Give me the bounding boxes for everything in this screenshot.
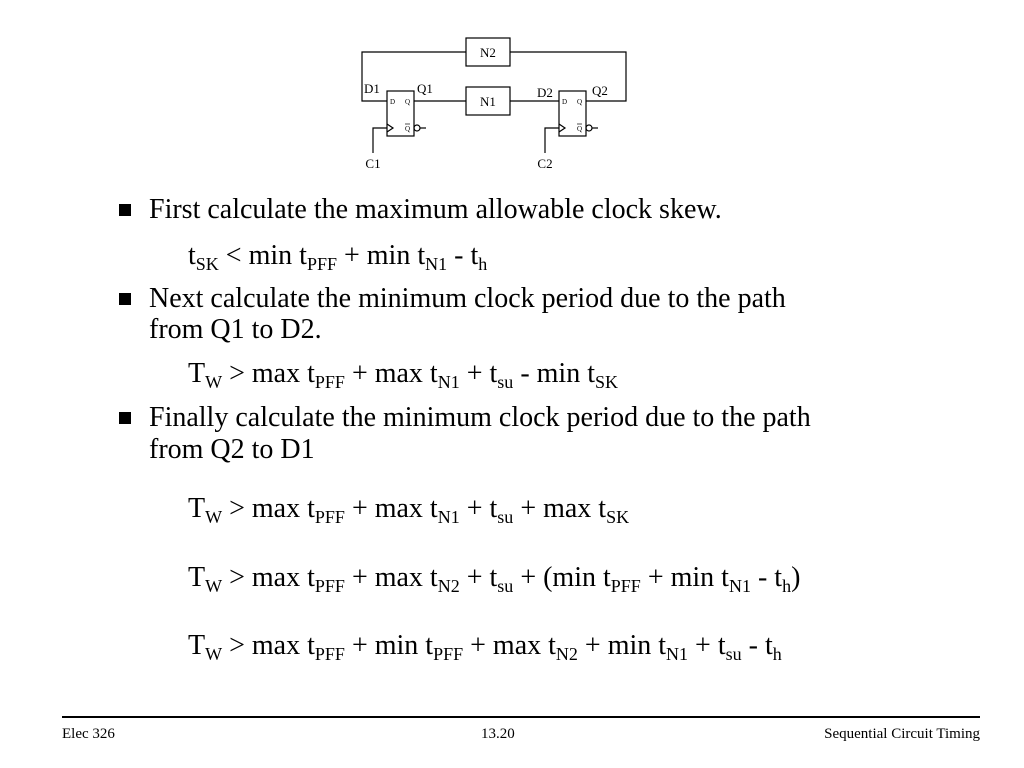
c2-label: C2 <box>537 156 553 171</box>
equation-subscript: h <box>772 644 782 664</box>
equation-text: + min t <box>344 630 434 661</box>
equation-text: T <box>188 358 206 389</box>
equation-text: + t <box>459 493 498 524</box>
equation-text: < min t <box>218 240 307 271</box>
circuit-diagram <box>350 30 650 180</box>
equation-subscript: PFF <box>433 644 464 664</box>
bullet-text: First calculate the maximum allowable clock skew. <box>149 194 722 225</box>
footer-title: Sequential Circuit Timing <box>824 726 980 742</box>
equation-subscript: N1 <box>437 507 460 527</box>
equation-text: + min t <box>336 240 426 271</box>
equation-text: + (min t <box>513 562 611 593</box>
ff1-d-pin: D <box>390 98 396 106</box>
equation-subscript: W <box>205 372 223 392</box>
d1-label: D1 <box>364 81 380 96</box>
bullet-marker <box>119 204 131 216</box>
ff1-clock-triangle <box>387 124 393 132</box>
c1-label: C1 <box>365 156 381 171</box>
equation-text: > max t <box>222 358 315 389</box>
bullet-text: from Q1 to D2. <box>149 314 322 345</box>
equation-subscript: PFF <box>610 576 641 596</box>
equation-text: + max t <box>344 358 438 389</box>
equation-text: T <box>188 493 206 524</box>
bullet-text: Finally calculate the minimum clock period due to the path <box>149 402 811 433</box>
equation-period-q1-d2 <box>188 358 618 390</box>
ff1-qbar-bubble <box>414 125 420 131</box>
equation-text: + min t <box>640 562 729 593</box>
equation-subscript: h <box>782 576 792 596</box>
equation-text: ) <box>791 562 801 593</box>
equation-skew <box>188 240 487 272</box>
equation-text: - t <box>741 630 773 661</box>
bullet-text: from Q2 to D1 <box>149 434 315 465</box>
equation-subscript: SK <box>594 372 618 392</box>
equation-text: T <box>188 630 206 661</box>
bullet-text: Next calculate the minimum clock period due to the path <box>149 283 786 314</box>
equation-text: - t <box>447 240 479 271</box>
equation-text: + t <box>688 630 726 661</box>
wire-feedback-right <box>510 52 626 101</box>
n2-label: N2 <box>480 45 496 60</box>
equation-subscript: N1 <box>666 644 689 664</box>
equation-text: t <box>188 240 196 271</box>
ff2-d-pin: D <box>562 98 568 106</box>
equation-subscript: W <box>205 644 223 664</box>
equation-subscript: PFF <box>314 372 345 392</box>
equation-subscript: PFF <box>306 254 337 274</box>
ff1-qbar-pin: Q <box>405 125 411 133</box>
bullet-marker <box>119 293 131 305</box>
wire-c2 <box>545 128 559 153</box>
equation-period-q2-d1-expanded <box>188 562 800 594</box>
equation-text: > max t <box>222 493 315 524</box>
d2-label: D2 <box>537 85 553 100</box>
ff1-q-pin: Q <box>405 98 411 106</box>
equation-subscript: W <box>205 576 223 596</box>
equation-subscript: su <box>497 372 514 392</box>
equation-subscript: N2 <box>555 644 578 664</box>
footer-slide-number: 13.20 <box>481 726 515 742</box>
equation-subscript: SK <box>195 254 219 274</box>
equation-subscript: PFF <box>314 576 345 596</box>
equation-subscript: N1 <box>437 372 460 392</box>
equation-subscript: PFF <box>314 507 345 527</box>
equation-subscript: N1 <box>728 576 751 596</box>
equation-subscript: su <box>497 507 514 527</box>
equation-period-q2-d1 <box>188 493 629 525</box>
equation-text: + max t <box>463 630 556 661</box>
equation-text: + min t <box>577 630 667 661</box>
equation-subscript: N2 <box>437 576 460 596</box>
wire-c1 <box>373 128 387 153</box>
footer-course: Elec 326 <box>62 726 115 742</box>
ff2-clock-triangle <box>559 124 565 132</box>
equation-subscript: h <box>478 254 488 274</box>
equation-subscript: W <box>205 507 223 527</box>
ff2-qbar-pin: Q <box>577 125 583 133</box>
equation-text: > max t <box>222 562 315 593</box>
equation-subscript: su <box>497 576 514 596</box>
bullet-marker <box>119 412 131 424</box>
equation-subscript: su <box>725 644 742 664</box>
ff2-q-pin: Q <box>577 98 583 106</box>
equation-subscript: N1 <box>425 254 448 274</box>
equation-text: - t <box>750 562 783 593</box>
n1-label: N1 <box>480 94 496 109</box>
equation-subscript: PFF <box>314 644 345 664</box>
q1-label: Q1 <box>417 81 433 96</box>
equation-text: + max t <box>344 493 438 524</box>
footer-divider <box>62 716 980 718</box>
ff2-qbar-bubble <box>586 125 592 131</box>
equation-text: + t <box>459 562 498 593</box>
equation-subscript: SK <box>606 507 630 527</box>
equation-period-q2-d1-final <box>188 630 782 662</box>
equation-text: - min t <box>513 358 595 389</box>
equation-text: T <box>188 562 206 593</box>
equation-text: + max t <box>513 493 607 524</box>
q2-label: Q2 <box>592 83 608 98</box>
equation-text: + max t <box>344 562 438 593</box>
equation-text: + t <box>459 358 498 389</box>
equation-text: > max t <box>222 630 315 661</box>
